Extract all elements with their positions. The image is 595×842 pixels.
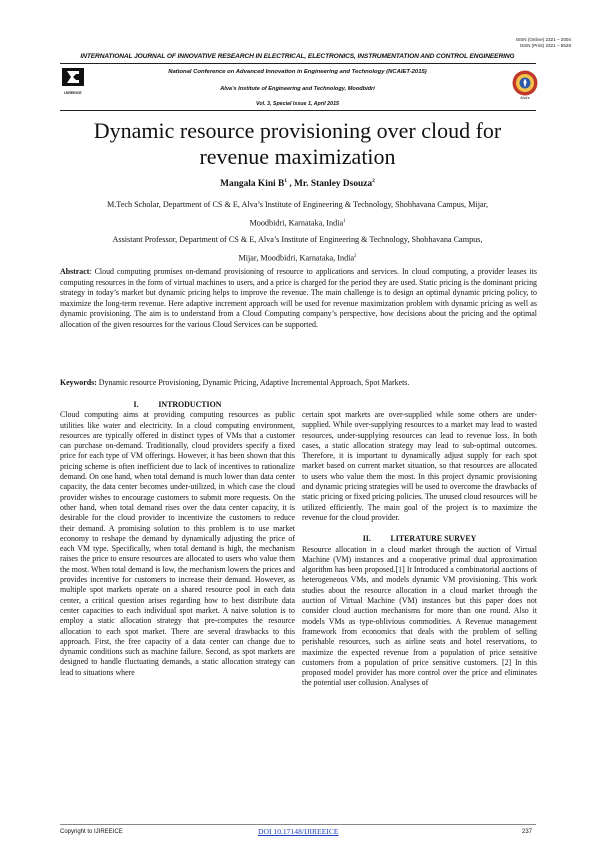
author-2-sup: 2 [372,178,375,184]
section-2-heading: II. LITERATURE SURVEY [362,534,477,544]
institute-seal-icon [512,70,538,96]
section-1-paragraph-left: Cloud computing aims at providing computing resources as public utilities like water and electricity. In a cloud computing environment, resources are typically offered in distinct types of VMs that a customer can purchase on-demand. Traditionally, cloud providers specify a fixed price for each type of VM offerings. However, it has been shown that this pricing scheme is often inefficient due to lack of incentives to rationalize demand. On one hand, when total demand is much lower than data center capacity, the data center becomes under-utilized, in which case the cloud provider wishes to encourage customers to submit more requests. On the other hand, when total demand rises over the data center capacity, it is desirable for the cloud provider to incentivize the customers to reduce their demand. A promising solution to this problem is to use market economy to reshape the demand by dynamically adjusting the price of each VM type. Specifically, when total demand is high, the mechanism raises the price to ensure resources are allocated to users who value them the most. When total demand is low, the mechanism lowers the prices and provides incentive for customers to increase their demand. However, as multiple spot markets operate on a shared resource pool in each data center, a critical question arises regarding how to best distribute data center capacities to each individual spot market. A naive solution is to employ a static allocation strategy that pre-computes the resource allocation to each spot market. There are several drawbacks to this approach. First, the free capacity of a data center can change due to dynamic conditions such as machine failure. Second, as spot markets are designed to handle fluctuating demands, a static allocation strategy can lead to situations where [60,410,295,677]
page-number: 237 [522,829,533,835]
author-2: Mr. Stanley Dsouza [294,179,373,190]
keywords [60,378,537,387]
institute-name: Alva’s Institute of Engineering and Technology, Moodbidri [220,86,375,92]
paper-title [40,118,555,170]
affiliation-2-sup: 2 [354,253,357,259]
journal-logo [62,68,84,92]
footer-rule [60,824,536,825]
author-1-sup: 1 [284,178,287,184]
left-column [60,400,295,678]
footer-copyright: Copyright to IJIREEICE [60,829,123,835]
section-2-paragraph: Resource allocation in a cloud market through the auction of Virtual Machine (VM) instances and a cooperative primal dual approximation algorithm has been proposed.[1] It Introduced a combinatorial auctions of heterogeneous VMs, and models dynamic VM provisioning. This work studies about the resource allocation in a cloud market through the auction of Virtual Machine (VM) instances but this paper does not consider cloud auction mechanisms for more than one round. Also it models VMs as type-oblivious commodities. A Revenue management framework from economics that deals with the problem of selling perishable resources, such as airline seats and hotel reservations, to maximize the expected revenue from a population of price sensitive customers from a population of price sensitive customers. [2] In this proposed model provider has more control over the price and eliminates the potential user collusion. Analyses of [302,544,537,688]
keywords-label: Keywords: [60,378,97,387]
author-1: Mangala Kini B [220,179,285,190]
journal-logo-text: IJIREEICE [64,91,82,95]
affiliation-2 [48,232,547,267]
issn-block [516,37,571,48]
abstract-label: Abstract [60,267,90,276]
affiliation-1-sup: 1 [343,218,346,224]
paper-title-line1: Dynamic resource provisioning over cloud for [93,118,502,143]
affiliation-1-line2 [48,214,547,232]
issn-online: ISSN (Online) 2321 – 2004 [515,37,571,42]
keywords-text: Dynamic resource Provisioning, Dynamic Pricing, Adaptive Incremental Approach, Spot Markets. [96,378,410,387]
author-separator: , [287,179,295,190]
abstract-text: : Cloud computing promises on-demand provisioning of resource to applications and services. In cloud computing, a provider leases its computing resources in the form of virtual machines to users, and a price is charged for the period they are used. Static pricing is the dominant pricing strategy in today’s market but dynamic pricing helps to improve the revenue. The main challenge is to design an optimal dynamic pricing policy, to maximize the long-term revenue. Here adaptive increment approach will be used for revenue maximization problem with dynamic pricing as well as dynamic provisioning. The aim is to understand from a Cloud Computing company’s perspective, how decisions about the pricing and the optimal allocation of the given resources for the various Cloud Services can be supported. [60,267,537,329]
issn-print: ISSN (Print) 2321 – 5526 [519,42,571,48]
header-rule-bottom [60,110,536,111]
doi-link[interactable]: DOI 10.17148/IJIREEICE [258,827,339,836]
affiliation-1-line2-text: Moodbidri, Karnataka, India [249,218,344,228]
section-1-paragraph-right: certain spot markets are over-supplied while some others are under-supplied. While over-supplying resources to a market may lead to wasted resources, under-supplying resources can lead to revenue loss. In both cases, a static allocation strategy may lead to sub-optimal outcomes. Therefore, it is important to dynamically adjust supply for each spot market based on current market situation, so that resources are allocated to users who value them the most. In this project dynamic provisioning and dynamic pricing strategies will be used to overcome the drawbacks of static pricing or fixed pricing policies. The unused cloud resources will be utilized efficiently. The main goal of the project is to maximize the revenue for the cloud provider. [302,410,537,522]
section-1-heading: I. INTRODUCTION [133,400,222,409]
affiliation-2-line2 [48,249,547,267]
institute-seal [512,70,538,96]
affiliation-2-line1: Assistant Professor, Department of CS & E, Alva’s Institute of Engineering & Technology, Shobhavana Campus, [112,235,483,244]
sigma-logo-icon [62,68,84,92]
author-line [0,178,595,189]
right-column [302,410,537,689]
affiliation-2-line2-text: Mijar, Moodbidri, Karnataka, India [238,253,355,263]
paper-title-line2: revenue maximization [199,144,396,169]
institute-seal-text: Alva's [520,96,530,100]
affiliation-1 [48,197,547,232]
conference-name: National Conference on Advanced Innovation in Engineering and Technology (NCAIET-2015) [168,69,427,75]
affiliation-1-line1: M.Tech Scholar, Department of CS & E, Alva’s Institute of Engineering & Technology, Shobhavana Campus, Mijar, [106,200,489,209]
header-rule-top [60,63,536,64]
journal-name: INTERNATIONAL JOURNAL OF INNOVATIVE RESEARCH IN ELECTRICAL, ELECTRONICS, INSTRUMENTATION AND CONTROL ENGINEERING [80,53,515,60]
volume-info: Vol. 3, Special Issue 1, April 2015 [256,101,339,107]
abstract [60,267,537,331]
